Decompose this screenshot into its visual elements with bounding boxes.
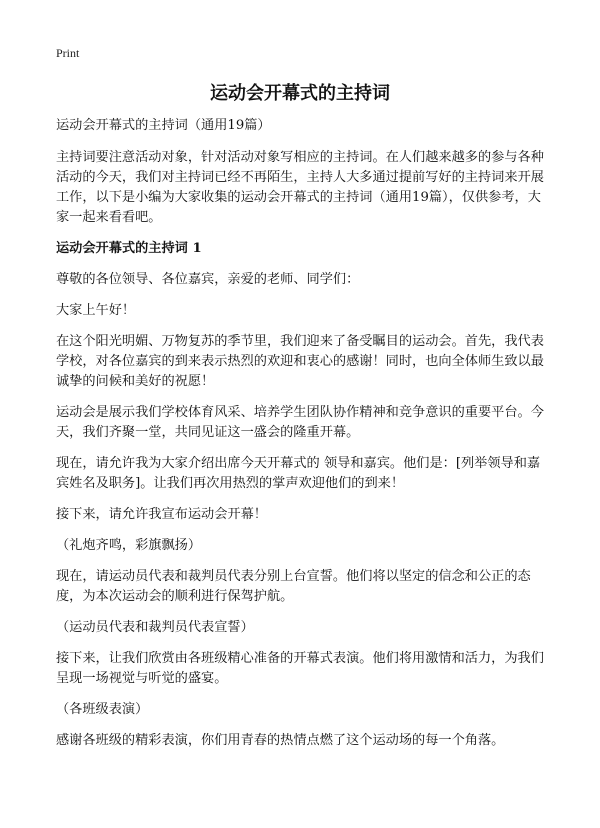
paragraph-purpose: 运动会是展示我们学校体育风采、培养学生团队协作精神和竞争意识的重要平台。今天，我们齐聚一堂，共同见证这一盛会的隆重开幕。 xyxy=(56,405,544,440)
document-subtitle: 运动会开幕式的主持词（通用19篇） xyxy=(56,118,271,133)
paragraph-introduce-guests: 现在，请允许我为大家介绍出席今天开幕式的 领导和嘉宾。他们是：[列举领导和嘉宾姓名及职务]。让我们再次用热烈的掌声欢迎他们的到来！ xyxy=(56,456,541,491)
paragraph-performance-intro: 接下来，让我们欣赏由各班级精心准备的开幕式表演。他们将用激情和活力，为我们呈现一场视觉与听觉的盛宴。 xyxy=(56,651,544,686)
paragraph-announce-opening: 接下来，请允许我宣布运动会开幕！ xyxy=(56,507,267,522)
paragraph-welcome: 在这个阳光明媚、万物复苏的季节里，我们迎来了备受瞩目的运动会。首先，我代表学校，对各位嘉宾的到来表示热烈的欢迎和衷心的感谢！同时，也向全体师生致以最诚挚的问候和美好的祝愿！ xyxy=(56,334,544,389)
paragraph-stage-direction-oath: （运动员代表和裁判员代表宣誓） xyxy=(56,620,254,635)
paragraph-stage-direction-salute: （礼炮齐鸣，彩旗飘扬） xyxy=(56,538,202,553)
paragraph-oath-invitation: 现在，请运动员代表和裁判员代表分别上台宣誓。他们将以坚定的信念和公正的态度，为本次运动会的顺利进行保驾护航。 xyxy=(56,569,531,604)
page-title: 运动会开幕式的主持词 xyxy=(210,83,390,104)
document-body xyxy=(56,116,548,762)
section-heading: 运动会开幕式的主持词 1 xyxy=(56,241,202,256)
paragraph-thanks-performance: 感谢各班级的精彩表演，你们用青春的热情点燃了这个运动场的每一个角落。 xyxy=(56,733,505,748)
paragraph-good-morning: 大家上午好！ xyxy=(56,303,136,318)
paragraph-stage-direction-performance: （各班级表演） xyxy=(56,702,149,717)
print-link[interactable]: Print xyxy=(56,46,80,60)
paragraph-greeting-audience: 尊敬的各位领导、各位嘉宾，亲爱的老师、同学们： xyxy=(56,272,360,287)
intro-paragraph: 主持词要注意活动对象，针对活动对象写相应的主持词。在人们越来越多的参与各种活动的今天，我们对主持词已经不再陌生，主持人大多通过提前写好的主持词来开展工作，以下是小编为大家收集的运动会开幕式的主持词（通用19篇），仅供参考，大家一起来看看吧。 xyxy=(56,150,544,225)
